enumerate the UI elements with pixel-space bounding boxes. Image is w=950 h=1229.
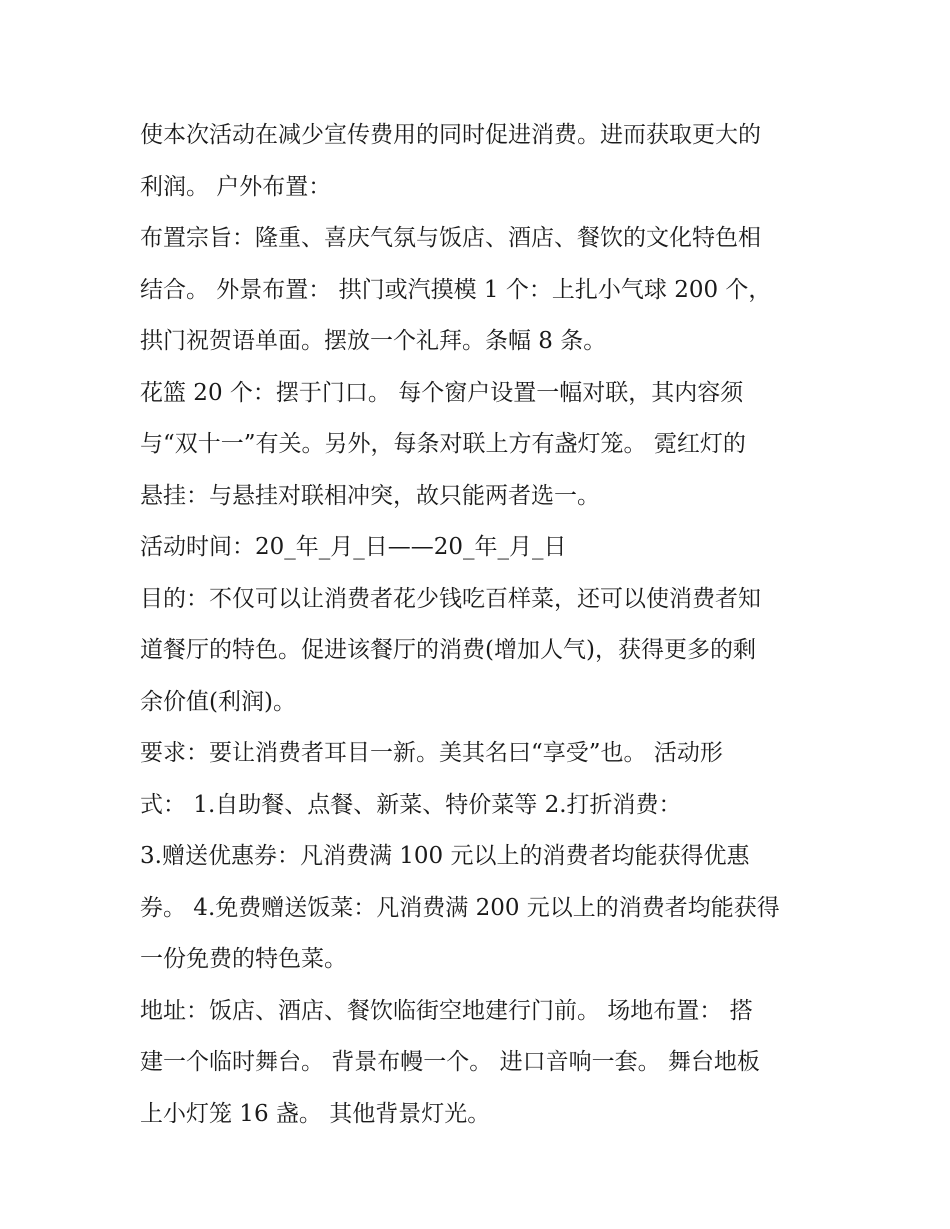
text-line: 道餐厅的特色。促进该餐厅的消费(增加人气)，获得更多的剩 [140,637,756,663]
text-line: 使本次活动在减少宣传费用的同时促进消费。进而获取更大的 [140,122,761,148]
text-line: 布置宗旨：隆重、喜庆气氛与饭店、酒店、餐饮的文化特色相 [140,225,761,251]
text-line: 利润。 户外布置： [140,173,332,200]
text-line: 式： 1.自助餐、点餐、新菜、特价菜等 2.打折消费： [140,791,682,818]
text-line: 建一个临时舞台。 背景布幔一个。 进口音响一套。 舞台地板 [140,1049,760,1075]
text-line: 悬挂：与悬挂对联相冲突，故只能两者选一。 [140,482,600,509]
text-line: 结合。 外景布置： 拱门或汽摸模 1 个：上扎小气球 200 个， [140,276,772,303]
text-line: 目的：不仅可以让消费者花少钱吃百样菜，还可以使消费者知 [140,585,761,612]
text-line: 余价值(利润)。 [140,688,296,715]
text-line: 要求：要让消费者耳目一新。美其名曰“享受”也。 活动形 [140,740,723,766]
text-line: 一份免费的特色菜。 [140,946,347,972]
text-line: 与“双十一”有关。另外，每条对联上方有盏灯笼。 霓红灯的 [140,431,746,457]
text-line: 地址：饭店、酒店、餐饮临街空地建行门前。 场地布置： 搭 [140,997,753,1024]
text-line: 活动时间：20_年_月_日——20_年_月_日 [140,534,567,560]
text-line: 拱门祝贺语单面。摆放一个礼拜。条幅 8 条。 [140,328,607,354]
text-line: 上小灯笼 16 盏。 其他背景灯光。 [140,1100,491,1127]
body-text [140,110,830,1140]
text-line: 花篮 20 个：摆于门口。 每个窗户设置一幅对联，其内容须 [140,379,744,406]
text-line: 券。 4.免费赠送饭菜：凡消费满 200 元以上的消费者均能获得 [140,894,780,921]
text-line: 3.赠送优惠券：凡消费满 100 元以上的消费者均能获得优惠 [140,843,750,869]
